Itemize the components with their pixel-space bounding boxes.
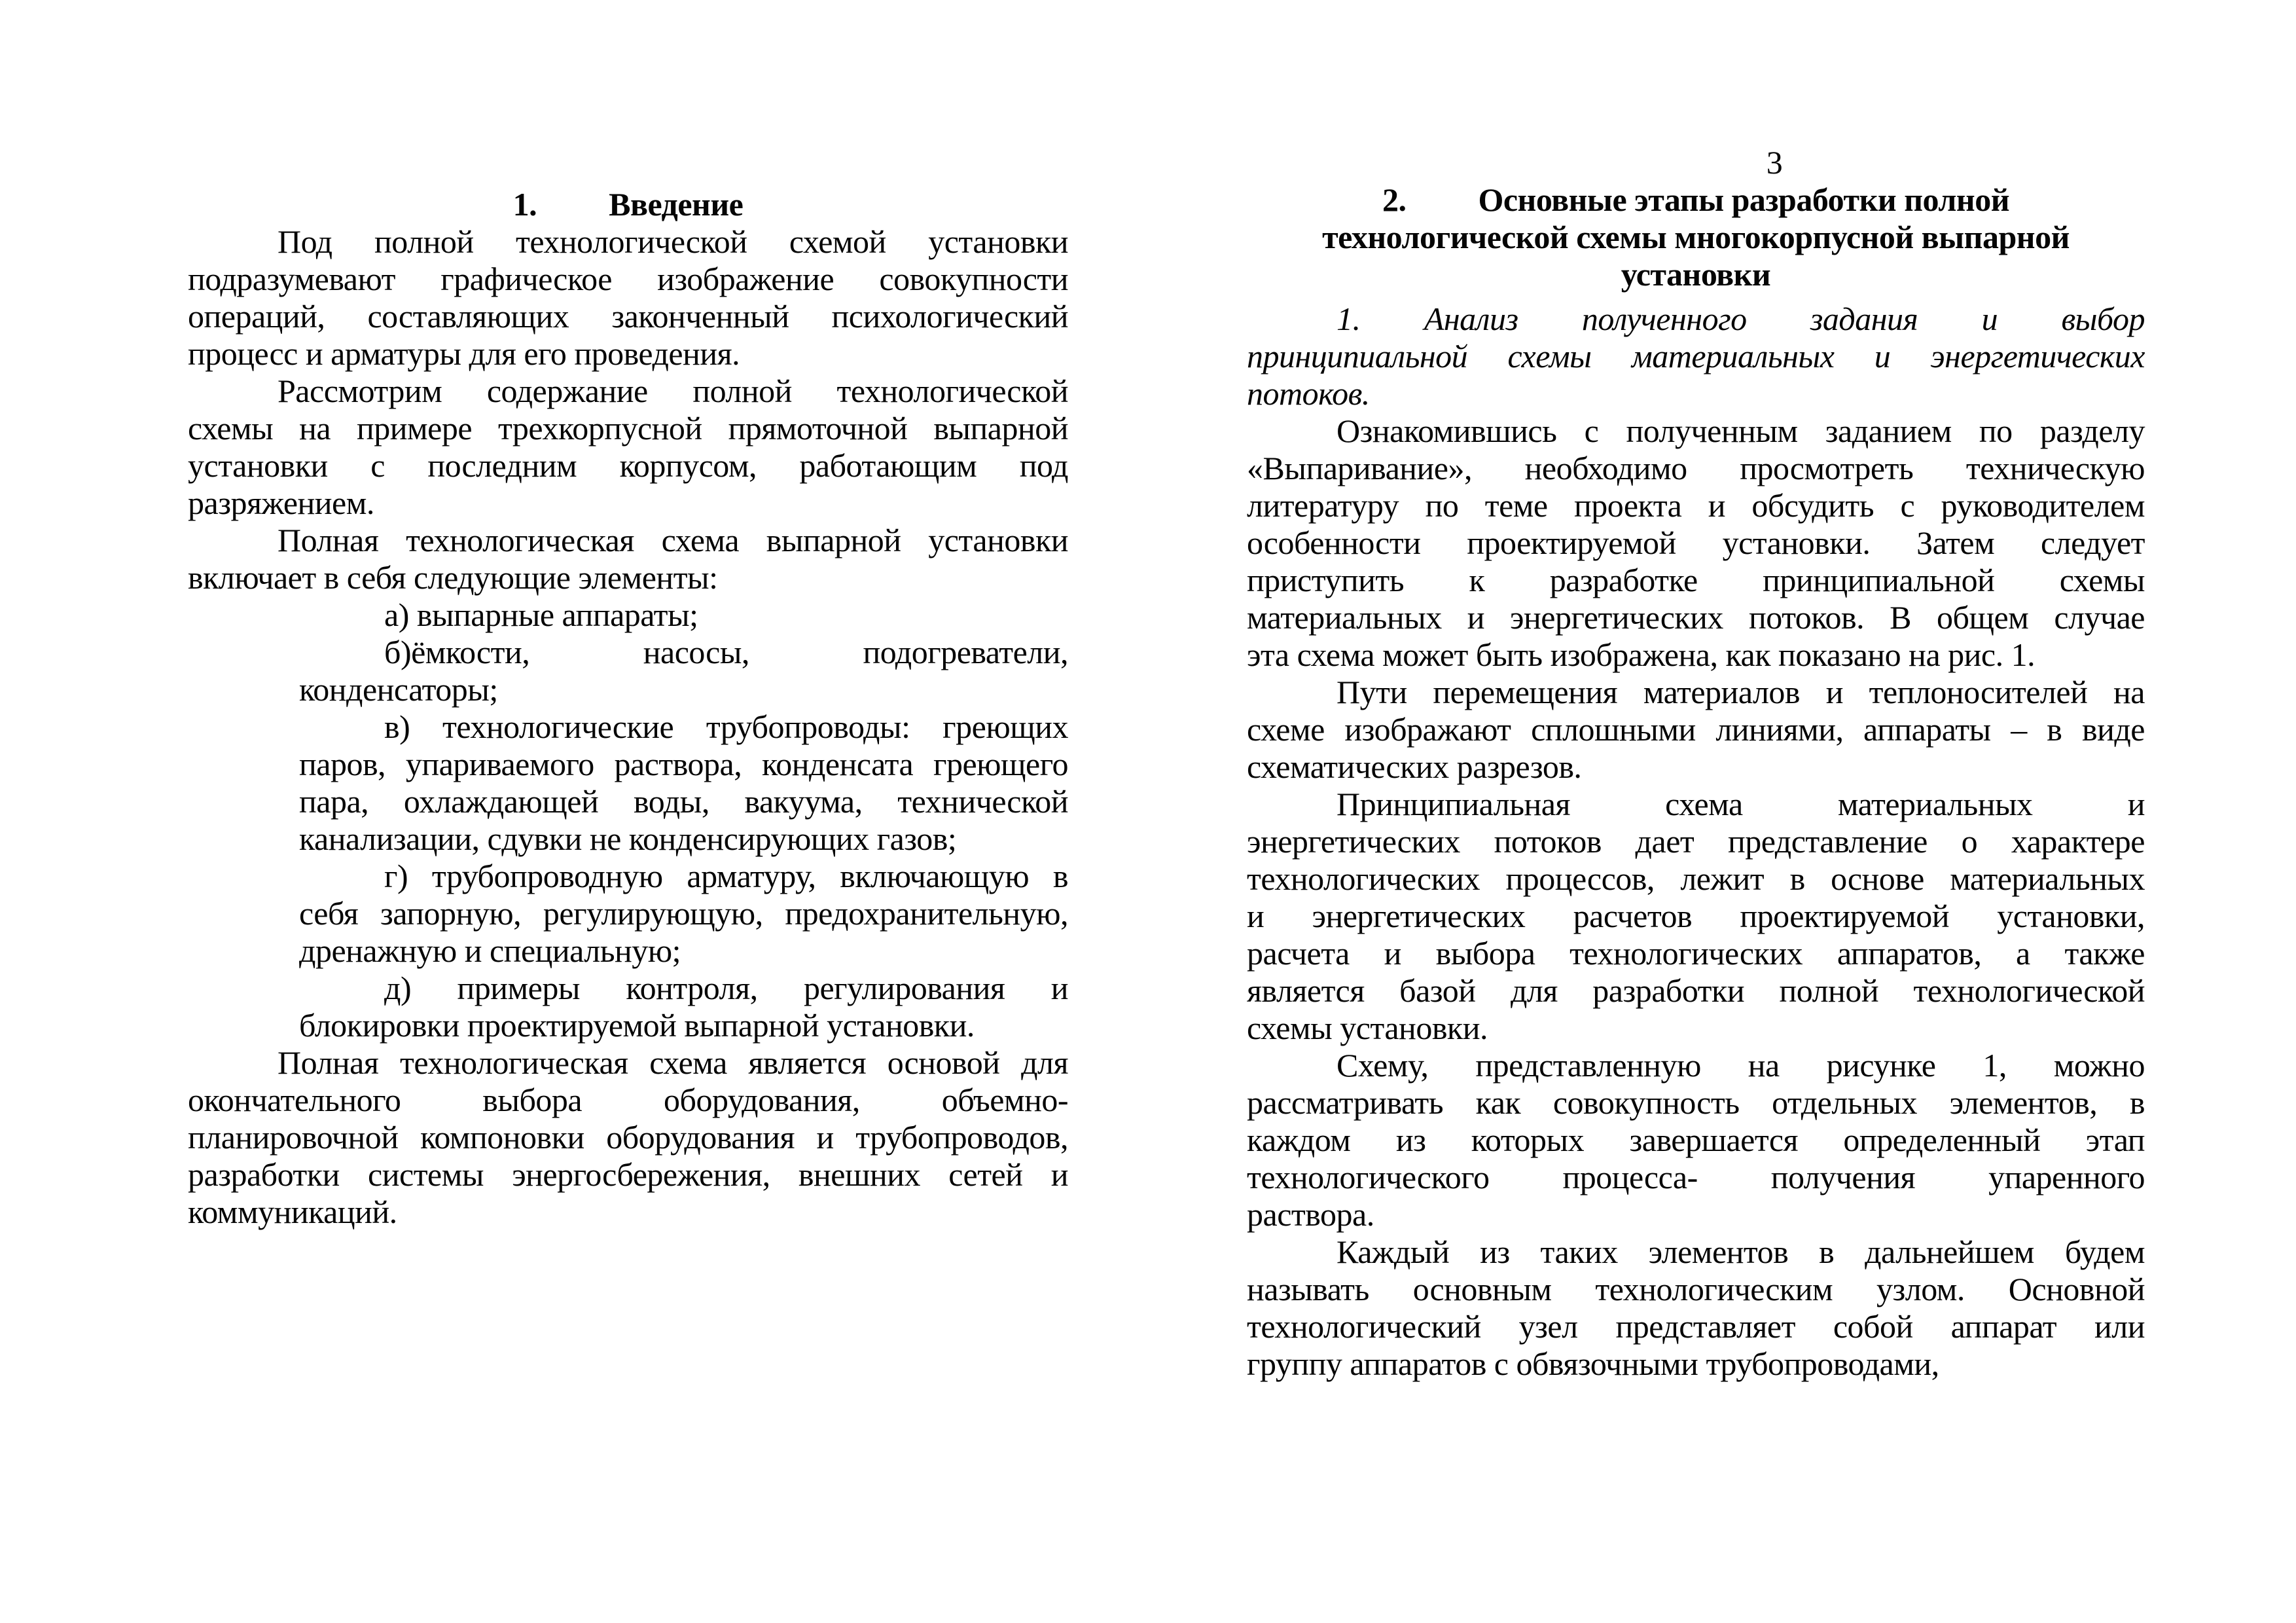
text-line: Ознакомившись с полученным заданием по разделу xyxy=(1336,412,2145,449)
text-line: принципиальной схемы материальных и энергетических xyxy=(1247,338,2145,374)
page-number xyxy=(1247,144,2145,181)
text-line: технологических процессов, лежит в основе материальных xyxy=(1247,860,2145,897)
paragraph xyxy=(1247,674,2145,786)
text-line: пара, охлаждающей воды, вакуума, технической xyxy=(299,783,1068,820)
text-line: материальных и энергетических потоков. В общем случае xyxy=(1247,599,2145,636)
text-line: процесс и арматуры для его проведения. xyxy=(188,335,740,372)
text-line: разряжением. xyxy=(188,484,374,521)
text-line: и энергетических расчетов проектируемой установки, xyxy=(1247,898,2145,934)
text-line: потоков. xyxy=(1247,375,1370,412)
text-line: Рассмотрим содержание полной технологической xyxy=(278,373,1068,409)
list-item xyxy=(299,708,1068,858)
text-line: а) выпарные аппараты; xyxy=(384,596,698,633)
heading-number: 1. xyxy=(512,186,537,223)
text-line: окончательного выбора оборудования, объемно- xyxy=(188,1082,1068,1118)
left-page xyxy=(188,186,1068,1231)
text-line: технологического процесса- получения упаренного xyxy=(1247,1159,2145,1195)
text-line: литературу по теме проекта и обсудить с руководителем xyxy=(1247,487,2145,524)
text-line: Полная технологическая схема выпарной установки xyxy=(278,522,1068,558)
text-line: подразумевают графическое изображение совокупности xyxy=(188,261,1068,297)
heading-title: Введение xyxy=(609,186,744,223)
text-line: 1. Анализ полученного задания и выбор xyxy=(1336,301,2145,337)
text-line: операций, составляющих законченный психологический xyxy=(188,298,1068,335)
text-line: разработки системы энергосбережения, внешних сетей и xyxy=(188,1156,1068,1193)
text-line: Полная технологическая схема является основой для xyxy=(278,1044,1068,1081)
right-page-body xyxy=(1247,301,2145,1383)
text-line: б)ёмкости, насосы, подогреватели, xyxy=(384,634,1068,670)
text-line: г) трубопроводную арматуру, включающую в xyxy=(384,858,1068,894)
heading-number: 2. xyxy=(1382,181,1407,218)
text-line: включает в себя следующие элементы: xyxy=(188,559,718,596)
text-line: каждом из которых завершается определенный этап xyxy=(1247,1122,2145,1158)
text-line: схеме изображают сплошными линиями, аппараты – в виде xyxy=(1247,711,2145,748)
section-heading-main-stages xyxy=(1247,181,2145,293)
paragraph xyxy=(1247,1233,2145,1383)
list-item xyxy=(299,858,1068,970)
heading-line-2: технологической схемы многокорпусной выпарной xyxy=(1322,219,2070,255)
text-line: Каждый из таких элементов в дальнейшем будем xyxy=(1336,1233,2145,1270)
text-line: «Выпаривание», необходимо просмотреть техническую xyxy=(1247,450,2145,486)
text-line: схемы установки. xyxy=(1247,1010,1488,1046)
paragraph xyxy=(1247,786,2145,1047)
text-line: рассматривать как совокупность отдельных элементов, в xyxy=(1247,1084,2145,1121)
paragraph xyxy=(188,223,1068,373)
paragraph xyxy=(1247,412,2145,674)
text-line: конденсаторы; xyxy=(299,671,498,708)
text-line: является базой для разработки полной технологической xyxy=(1247,972,2145,1009)
paragraph xyxy=(188,1044,1068,1231)
text-line: Принципиальная схема материальных и xyxy=(1336,786,2145,822)
text-line: группу аппаратов с обвязочными трубопроводами, xyxy=(1247,1345,1939,1382)
text-line: технологический узел представляет собой аппарат или xyxy=(1247,1308,2145,1345)
text-line: схематических разрезов. xyxy=(1247,748,1582,785)
list-item xyxy=(299,634,1068,708)
text-line: паров, упариваемого раствора, конденсата греющего xyxy=(299,746,1068,782)
left-page-body xyxy=(188,223,1068,1231)
text-line: планировочной компоновки оборудования и трубопроводов, xyxy=(188,1119,1068,1156)
text-line: себя запорную, регулирующую, предохранительную, xyxy=(299,895,1068,932)
text-line: в) технологические трубопроводы: греющих xyxy=(384,708,1068,745)
text-line: расчета и выбора технологических аппаратов, а также xyxy=(1247,935,2145,972)
list-item xyxy=(299,970,1068,1044)
list-item xyxy=(299,596,1068,634)
right-page xyxy=(1247,144,2145,1383)
text-line: особенности проектируемой установки. Затем следует xyxy=(1247,524,2145,561)
heading-line-3: установки xyxy=(1621,256,1771,293)
text-line: энергетических потоков дает представление о характере xyxy=(1247,823,2145,860)
text-line: приступить к разработке принципиальной схемы xyxy=(1247,562,2145,598)
text-line: Под полной технологической схемой установки xyxy=(278,223,1068,260)
text-line: эта схема может быть изображена, как показано на рис. 1. xyxy=(1247,636,2036,673)
paragraph xyxy=(1247,1047,2145,1233)
text-line: д) примеры контроля, регулирования и xyxy=(384,970,1068,1006)
section-heading-introduction xyxy=(188,186,1068,223)
paragraph xyxy=(1247,301,2145,412)
heading-line-1: Основные этапы разработки полной xyxy=(1478,181,2010,218)
text-line: раствора. xyxy=(1247,1196,1374,1233)
text-line: установки с последним корпусом, работающим под xyxy=(188,447,1068,484)
text-line: дренажную и специальную; xyxy=(299,932,681,969)
page-number-value: 3 xyxy=(1766,144,1783,181)
paragraph xyxy=(188,522,1068,596)
paragraph xyxy=(188,373,1068,522)
text-line: канализации, сдувки не конденсирующих газов; xyxy=(299,820,957,857)
text-line: схемы на примере трехкорпусной прямоточной выпарной xyxy=(188,410,1068,447)
text-line: коммуникаций. xyxy=(188,1194,397,1230)
text-line: блокировки проектируемой выпарной установки. xyxy=(299,1007,975,1044)
text-line: называть основным технологическим узлом. Основной xyxy=(1247,1271,2145,1307)
text-line: Пути перемещения материалов и теплоносителей на xyxy=(1336,674,2145,710)
text-line: Схему, представленную на рисунке 1, можно xyxy=(1336,1047,2145,1084)
